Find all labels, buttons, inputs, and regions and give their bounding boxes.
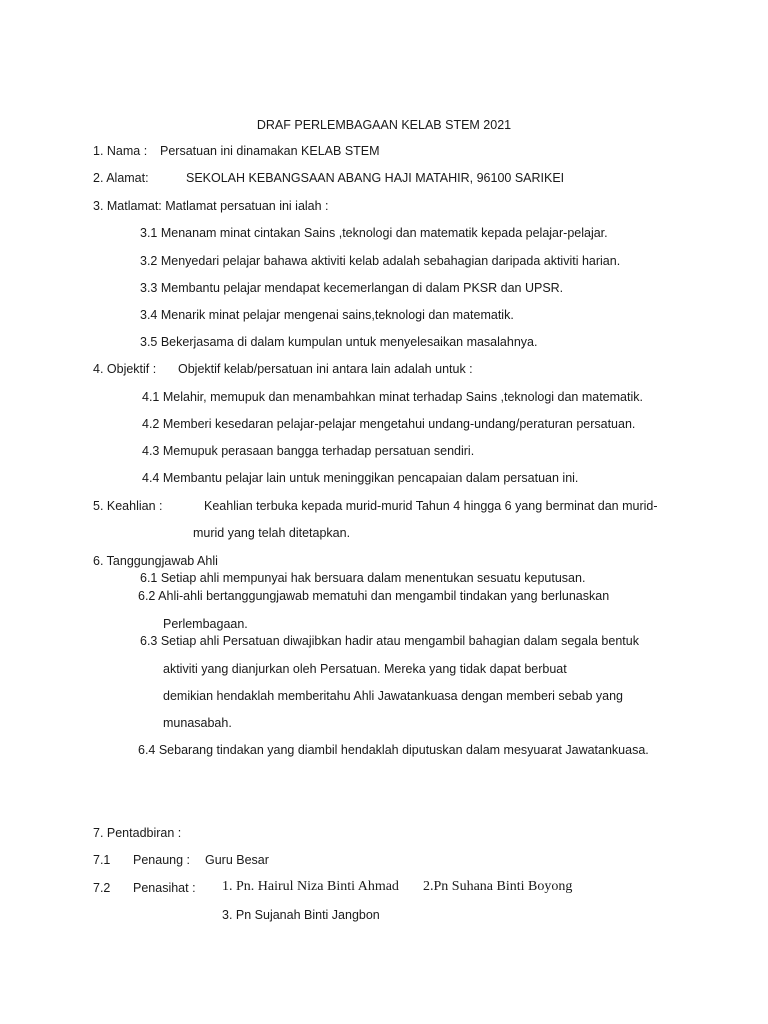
row-7-1-number: 7.1 <box>93 853 111 867</box>
section-4-text: Objektif kelab/persatuan ini antara lain adalah untuk : <box>178 362 473 376</box>
section-1-text: Persatuan ini dinamakan KELAB STEM <box>160 144 380 158</box>
list-item: 6.2 Ahli-ahli bertanggungjawab mematuhi dan mengambil tindakan yang berlunaskan <box>138 589 610 603</box>
list-item: 3.5 Bekerjasama di dalam kumpulan untuk menyelesaikan masalahnya. <box>140 335 538 349</box>
row-7-2-role: Penasihat : <box>133 881 196 895</box>
list-item: 3.4 Menarik minat pelajar mengenai sains,teknologi dan matematik. <box>140 308 514 322</box>
list-item-continuation: demikian hendaklah memberitahu Ahli Jawatankuasa dengan memberi sebab yang <box>163 689 624 703</box>
document-title: DRAF PERLEMBAGAAN KELAB STEM 2021 <box>256 118 512 132</box>
row-7-1-role: Penaung : <box>133 853 190 867</box>
list-item: 3.1 Menanam minat cintakan Sains ,teknologi dan matematik kepada pelajar-pelajar. <box>140 226 608 240</box>
list-item-continuation: munasabah. <box>163 716 232 730</box>
row-7-1-value: Guru Besar <box>205 853 269 867</box>
section-7-label: 7. Pentadbiran : <box>93 826 182 840</box>
advisor-2: 2.Pn Suhana Binti Boyong <box>423 879 573 894</box>
list-item: 6.3 Setiap ahli Persatuan diwajibkan hadir atau mengambil bahagian dalam segala bentuk <box>140 634 639 648</box>
advisor-1: 1. Pn. Hairul Niza Binti Ahmad <box>222 879 399 894</box>
list-item: 4.4 Membantu pelajar lain untuk meninggikan pencapaian dalam persatuan ini. <box>142 471 579 485</box>
list-item: 4.2 Memberi kesedaran pelajar-pelajar mengetahui undang-undang/peraturan persatuan. <box>142 417 636 431</box>
section-3-label: 3. Matlamat: Matlamat persatuan ini ialah : <box>93 199 329 213</box>
list-item: 6.4 Sebarang tindakan yang diambil hendaklah diputuskan dalam mesyuarat Jawatankuasa. <box>138 743 649 757</box>
list-item-continuation: Perlembagaan. <box>163 617 248 631</box>
list-item: 6.1 Setiap ahli mempunyai hak bersuara dalam menentukan sesuatu keputusan. <box>140 571 586 585</box>
list-item-continuation: aktiviti yang dianjurkan oleh Persatuan. Mereka yang tidak dapat berbuat <box>163 662 567 676</box>
section-5-line-1: Keahlian terbuka kepada murid-murid Tahun 4 hingga 6 yang berminat dan murid- <box>204 499 658 513</box>
section-1-label: 1. Nama : <box>93 144 148 158</box>
list-item: 3.2 Menyedari pelajar bahawa aktiviti kelab adalah sebahagian daripada aktiviti harian. <box>140 254 621 268</box>
advisor-3: 3. Pn Sujanah Binti Jangbon <box>222 908 380 922</box>
section-2-text: SEKOLAH KEBANGSAAN ABANG HAJI MATAHIR, 96100 SARIKEI <box>186 171 565 185</box>
list-item: 4.1 Melahir, memupuk dan menambahkan minat terhadap Sains ,teknologi dan matematik. <box>142 390 643 404</box>
list-item: 3.3 Membantu pelajar mendapat kecemerlangan di dalam PKSR dan UPSR. <box>140 281 564 295</box>
row-7-2-number: 7.2 <box>93 881 111 895</box>
section-4-label: 4. Objektif : <box>93 362 157 376</box>
list-item: 4.3 Memupuk perasaan bangga terhadap persatuan sendiri. <box>142 444 475 458</box>
section-5-line-2: murid yang telah ditetapkan. <box>193 526 351 540</box>
section-2-label: 2. Alamat: <box>93 171 149 185</box>
section-6-label: 6. Tanggungjawab Ahli <box>93 554 218 568</box>
section-5-label: 5. Keahlian : <box>93 499 163 513</box>
